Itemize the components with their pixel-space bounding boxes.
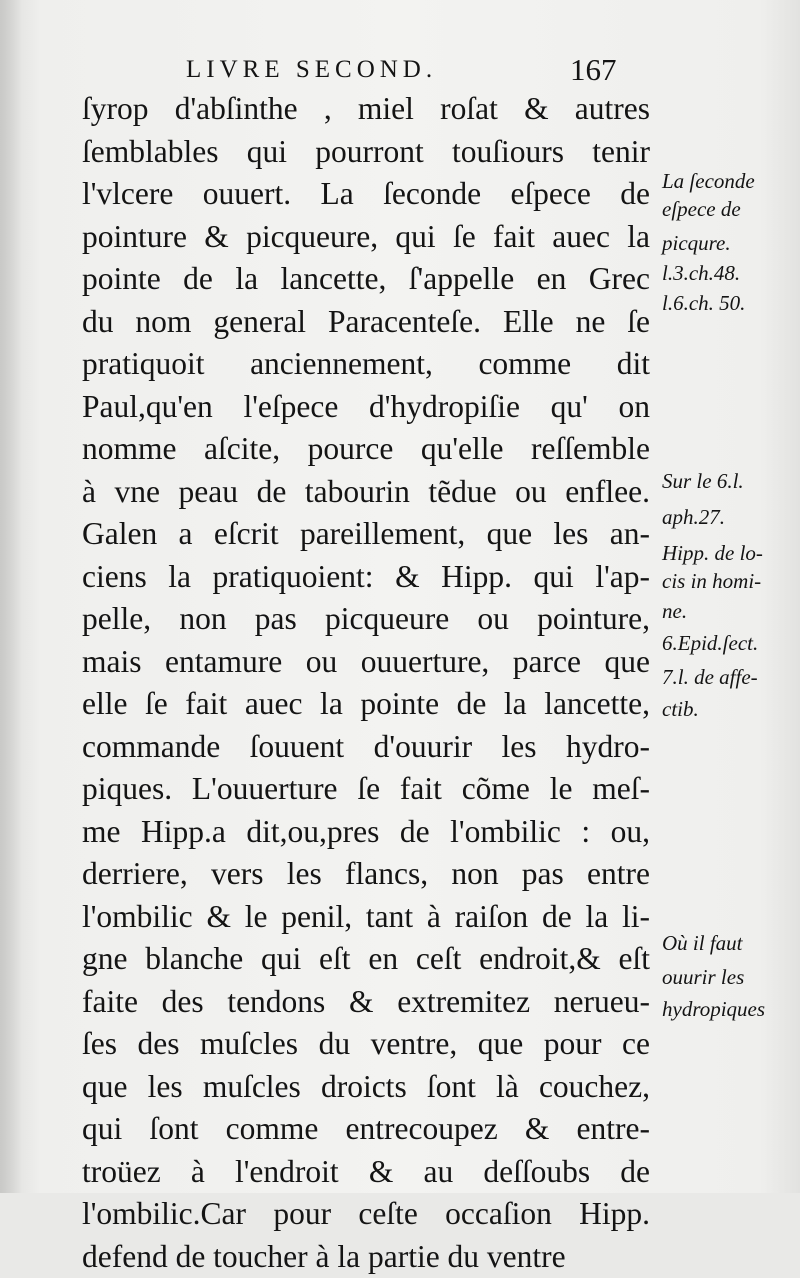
text-line: commande ſouuent d'ouurir les hydro- [82,726,650,769]
text-line: pointure & picqueure, qui ſe fait auec la [82,216,650,259]
text-line: Paul,qu'en l'eſpece d'hydropiſie qu' on [82,386,650,429]
margin-note: 7.l. de affe- [662,664,758,690]
margin-note: ouurir les [662,964,744,990]
text-line: à vne peau de tabourin tẽdue ou enflee. [82,471,650,514]
text-line: qui ſont comme entrecoupez & entre- [82,1108,650,1151]
text-line: mais entamure ou ouuerture, parce que [82,641,650,684]
text-line: ſyrop d'abſinthe , miel roſat & autres [82,88,650,131]
text-line: gne blanche qui eſt en ceſt endroit,& eſt [82,938,650,981]
binding-shadow [0,0,22,1193]
running-head: LIVRE SECOND. [186,56,437,84]
margin-note: l.3.ch.48. [662,260,740,286]
text-line: defend de toucher à la partie du ventre [82,1236,650,1278]
margin-note: ne. [662,598,687,624]
margin-note: aph.27. [662,504,725,530]
body-text [82,88,650,1278]
text-line: derriere, vers les flancs, non pas entre [82,853,650,896]
text-line: ſemblables qui pourront touſiours tenir [82,131,650,174]
text-line: pelle, non pas picqueure ou pointure, [82,598,650,641]
margin-note: cis in homi- [662,568,761,594]
text-line: l'ombilic & le penil, tant à raiſon de la li- [82,896,650,939]
text-line: nomme aſcite, pource qu'elle reſſemble [82,428,650,471]
text-line: piques. L'ouuerture ſe fait cõme le meſ- [82,768,650,811]
text-line: du nom general Paracenteſe. Elle ne ſe [82,301,650,344]
margin-notes [650,0,800,1193]
margin-note: Sur le 6.l. [662,468,744,494]
text-line: ciens la pratiquoient: & Hipp. qui l'ap- [82,556,650,599]
margin-note: Hipp. de lo- [662,540,763,566]
margin-note: ctib. [662,696,699,722]
margin-note: hydropiques [662,996,765,1022]
margin-note: 6.Epid.ſect. [662,630,758,656]
text-line: faite des tendons & extremitez nerueu- [82,981,650,1024]
text-line: ſes des muſcles du ventre, que pour ce [82,1023,650,1066]
margin-note: picqure. [662,230,731,256]
text-line: pratiquoit anciennement, comme dit [82,343,650,386]
page-number: 167 [570,52,617,88]
text-line: pointe de la lancette, ſ'appelle en Grec [82,258,650,301]
text-line: l'ombilic.Car pour ceſte occaſion Hipp. [82,1193,650,1236]
text-line: Galen a eſcrit pareillement, que les an- [82,513,650,556]
text-line: que les muſcles droicts ſont là couchez, [82,1066,650,1109]
margin-note: Où il faut [662,930,743,956]
text-line: me Hipp.a dit,ou,pres de l'ombilic : ou, [82,811,650,854]
margin-note: La ſeconde [662,168,755,194]
margin-note: l.6.ch. 50. [662,290,745,316]
margin-note: eſpece de [662,196,741,222]
text-line: elle ſe fait auec la pointe de la lancette, [82,683,650,726]
text-line: l'vlcere ouuert. La ſeconde eſpece de [82,173,650,216]
text-line: troüez à l'endroit & au deſſoubs de [82,1151,650,1194]
